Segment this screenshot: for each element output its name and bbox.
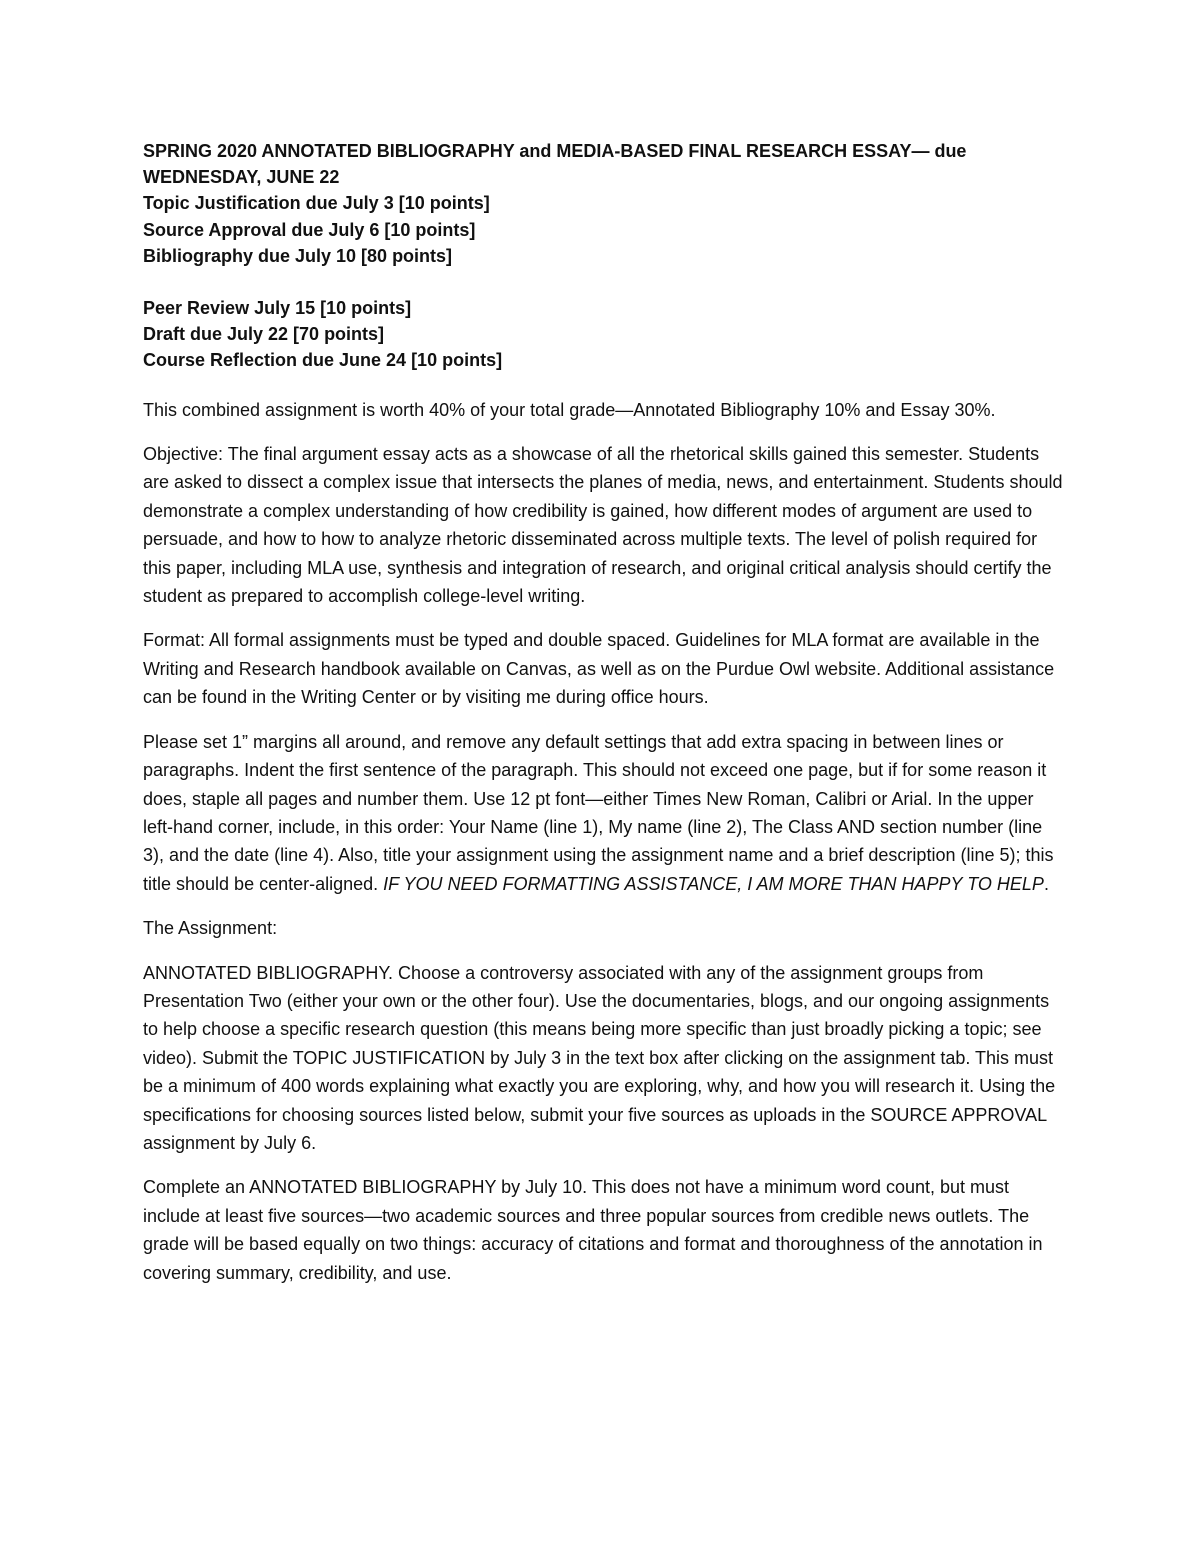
formatting-help-note: IF YOU NEED FORMATTING ASSISTANCE, I AM MORE THAN HAPPY TO HELP (383, 873, 1044, 894)
format-paragraph: Format: All formal assignments must be typed and double spaced. Guidelines for MLA format are available in the Writing and Research handbook available on Canvas, as well as on the Purdue Owl website. Additional assistance can be found in the Writing Center or by visiting me during office hours. (143, 630, 1055, 708)
deadline-draft: Draft due July 22 [70 points] (143, 324, 385, 345)
title-line-2: WEDNESDAY, JUNE 22 (143, 167, 340, 188)
annotated-bibliography-paragraph: ANNOTATED BIBLIOGRAPHY. Choose a controversy associated with any of the assignment groups from Presentation Two (either your own or the other four). Use the documentaries, blogs, and our ongoing assignments to help choose a specific research question (this means being more specific than just broadly picking a topic; see video). Submit the TOPIC JUSTIFICATION by July 3 in the text box after clicking on the assignment tab. This must be a minimum of 400 words explaining what exactly you are exploring, why, and how you will research it. Using the specifications for choosing sources listed below, submit your five sources as uploads in the SOURCE APPROVAL assignment by July 6. (143, 962, 1056, 1153)
document-page (143, 138, 1063, 1303)
title-line-1: SPRING 2020 ANNOTATED BIBLIOGRAPHY and MEDIA-BASED FINAL RESEARCH ESSAY— due (143, 141, 967, 161)
assignment-header (143, 138, 1063, 374)
assignment-heading: The Assignment: (143, 918, 278, 939)
complete-bibliography-paragraph: Complete an ANNOTATED BIBLIOGRAPHY by July 10. This does not have a minimum word count, but must include at least five sources—two academic sources and three popular sources from credible news outlets. The grade will be based equally on two things: accuracy of citations and format and thoroughness of the annotation in covering summary, credibility, and use. (143, 1177, 1043, 1283)
margins-text: Please set 1” margins all around, and remove any default settings that add extra spacing in between lines or paragraphs. Indent the first sentence of the paragraph. This should not exceed one page, but if for some reason it does, staple all pages and number them. Use 12 pt font—either Times New Roman, Calibri or Arial. In the upper left-hand corner, include, in this order: Your Name (line 1), My name (line 2), The Class AND section number (line 3), and the date (line 4). Also, title your assignment using the assignment name and a brief description (line 5); this title should be center-aligned. (143, 731, 1054, 894)
deadline-source-approval: Source Approval due July 6 [10 points] (143, 219, 476, 240)
deadline-peer-review: Peer Review July 15 [10 points] (143, 298, 412, 319)
objective-paragraph: Objective: The final argument essay acts as a showcase of all the rhetorical skills gained this semester. Students are asked to dissect a complex issue that intersects the planes of media, news, and entertainment. Students should demonstrate a complex understanding of how credibility is gained, how different modes of argument are used to persuade, and how to how to analyze rhetoric disseminated across multiple texts. The level of polish required for this paper, including MLA use, synthesis and integration of research, and original critical analysis should certify the student as prepared to accomplish college-level writing. (143, 444, 1063, 607)
margins-paragraph (143, 728, 1063, 898)
margins-period: . (1043, 873, 1049, 894)
deadline-bibliography: Bibliography due July 10 [80 points] (143, 245, 453, 266)
deadline-topic-justification: Topic Justification due July 3 [10 points] (143, 193, 490, 214)
grade-weight-paragraph: This combined assignment is worth 40% of your total grade—Annotated Bibliography 10% and Essay 30%. (143, 399, 996, 420)
deadline-course-reflection: Course Reflection due June 24 [10 points] (143, 350, 503, 371)
